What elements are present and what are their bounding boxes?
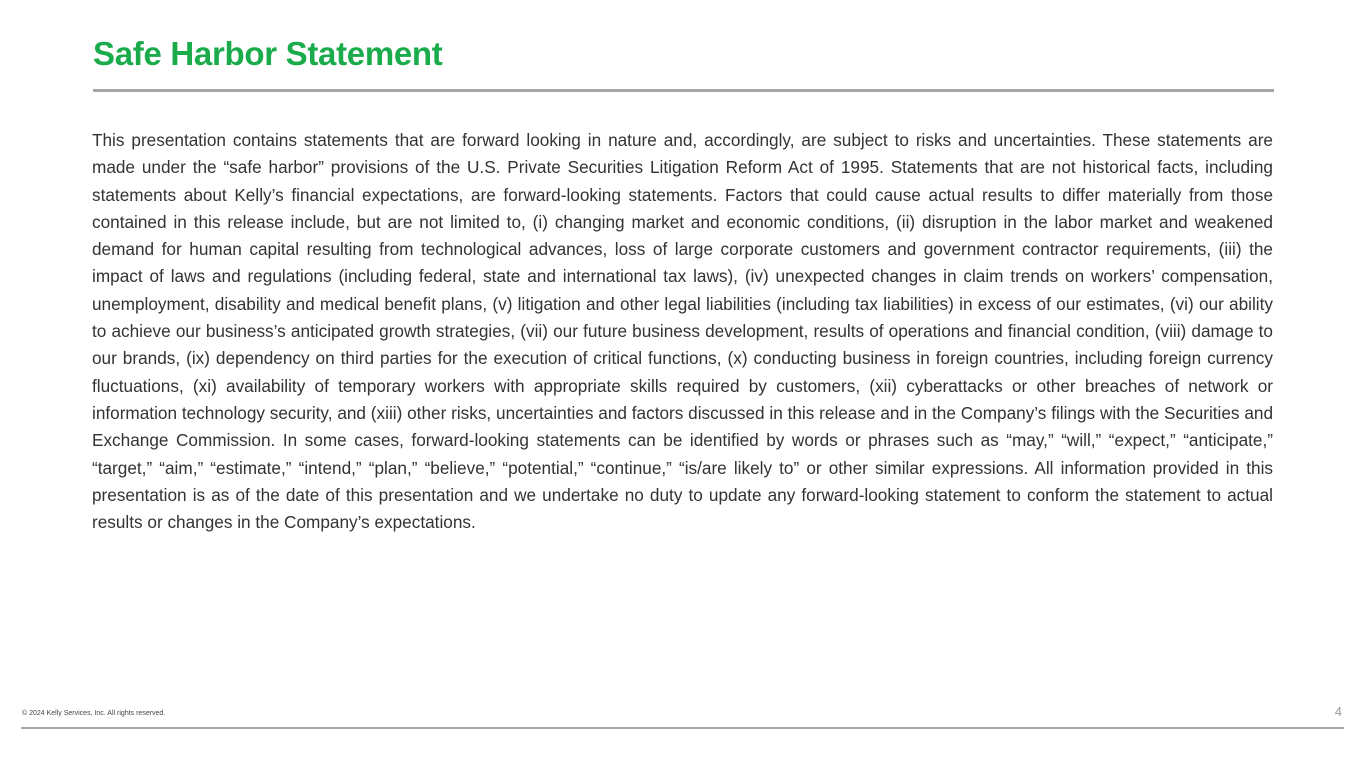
page-number: 4 (1334, 704, 1342, 719)
safe-harbor-body: This presentation contains statements that are forward looking in nature and, accordingly, are subject to risks and uncertainties. These statements are made under the “safe harbor” provisions of the U.S. Private Securities Litigation Reform Act of 1995. Statements that are not historical facts, including statements about Kelly’s financial expectations, are forward-looking statements. Factors that could cause actual results to differ materially from those contained in this release include, but are not limited to, (i) changing market and economic conditions, (ii) disruption in the labor market and weakened demand for human capital resulting from technological advances, loss of large corporate customers and government contractor requirements, (iii) the impact of laws and regulations (including federal, state and international tax laws), (iv) unexpected changes in claim trends on workers’ compensation, unemployment, disability and medical benefit plans, (v) litigation and other legal liabilities (including tax liabilities) in excess of our estimates, (vi) our ability to achieve our business’s anticipated growth strategies, (vii) our future business development, results of operations and financial condition, (viii) damage to our brands, (ix) dependency on third parties for the execution of critical functions, (x) conducting business in foreign countries, including foreign currency fluctuations, (xi) availability of temporary workers with appropriate skills required by customers, (xii) cyberattacks or other breaches of network or information technology security, and (xiii) other risks, uncertainties and factors discussed in this release and in the Company’s filings with the Securities and Exchange Commission. In some cases, forward-looking statements can be identified by words or phrases such as “may,” “will,” “expect,” “anticipate,” “target,” “aim,” “estimate,” “intend,” “plan,” “believe,” “potential,” “continue,” “is/are likely to” or other similar expressions. All information provided in this presentation is as of the date of this presentation and we undertake no duty to update any forward-looking statement to conform the statement to actual results or changes in the Company’s expectations. (92, 130, 1273, 533)
slide-title: Safe Harbor Statement (93, 35, 443, 72)
title-divider (93, 89, 1274, 92)
footer-divider (21, 727, 1344, 729)
copyright-notice: © 2024 Kelly Services, Inc. All rights reserved. (22, 710, 166, 717)
